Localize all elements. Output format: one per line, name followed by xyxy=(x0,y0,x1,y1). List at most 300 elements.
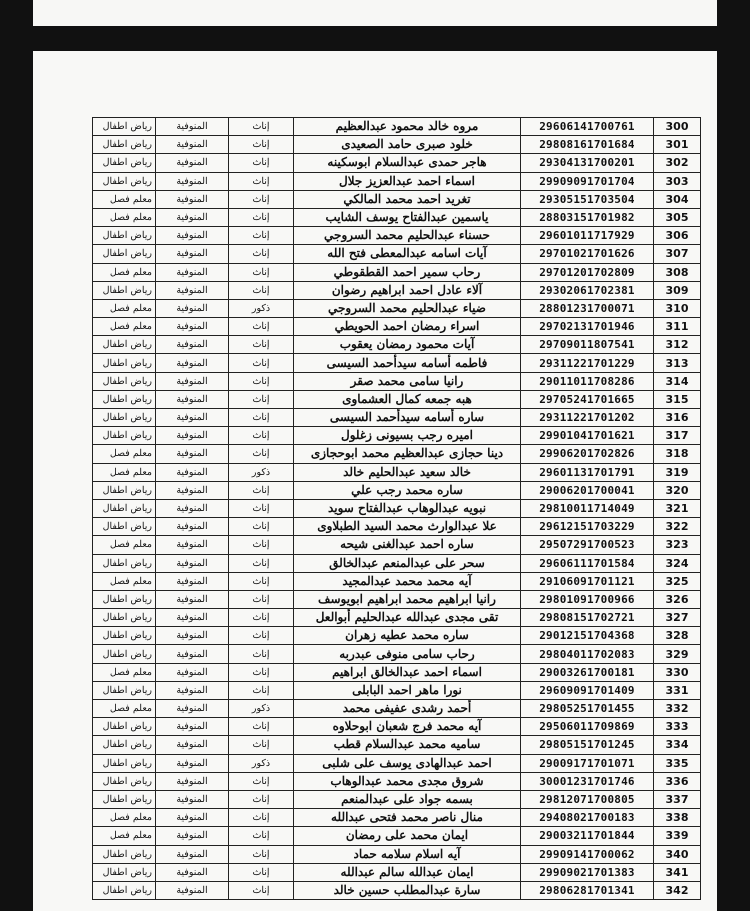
national-id-cell: 29701021701626 xyxy=(521,245,654,263)
full-name-cell: تغريد احمد محمد المالكي xyxy=(294,190,521,208)
national-id-cell: 29906201702826 xyxy=(521,445,654,463)
gender-cell: إناث xyxy=(229,609,294,627)
job-title-cell: رياض اطفال xyxy=(93,881,156,899)
gender-cell: إناث xyxy=(229,409,294,427)
row-number-cell: 309 xyxy=(654,281,701,299)
row-number-cell: 332 xyxy=(654,700,701,718)
gender-cell: إناث xyxy=(229,208,294,226)
gender-cell: إناث xyxy=(229,445,294,463)
national-id-cell: 29909021701383 xyxy=(521,863,654,881)
gender-cell: إناث xyxy=(229,809,294,827)
full-name-cell: نبويه عبدالوهاب عبدالفتاح سويد xyxy=(294,499,521,517)
governorate-cell: المنوفية xyxy=(156,463,229,481)
gender-cell: إناث xyxy=(229,845,294,863)
governorate-cell: المنوفية xyxy=(156,881,229,899)
job-title-cell: رياض اطفال xyxy=(93,754,156,772)
governorate-cell: المنوفية xyxy=(156,590,229,608)
national-id-cell: 30001231701746 xyxy=(521,772,654,790)
national-id-cell: 29612151703229 xyxy=(521,518,654,536)
governorate-cell: المنوفية xyxy=(156,827,229,845)
job-title-cell: معلم فصل xyxy=(93,463,156,481)
row-number-cell: 333 xyxy=(654,718,701,736)
gender-cell: إناث xyxy=(229,227,294,245)
gender-cell: إناث xyxy=(229,790,294,808)
table-row xyxy=(93,263,701,281)
national-id-cell: 29909091701704 xyxy=(521,172,654,190)
national-id-cell: 29801091700966 xyxy=(521,590,654,608)
national-id-cell: 29812071700805 xyxy=(521,790,654,808)
table-row xyxy=(93,136,701,154)
national-id-cell: 29106091701121 xyxy=(521,572,654,590)
table-row xyxy=(93,863,701,881)
full-name-cell: نورا ماهر احمد البابلى xyxy=(294,681,521,699)
gender-cell: إناث xyxy=(229,354,294,372)
table-row xyxy=(93,390,701,408)
governorate-cell: المنوفية xyxy=(156,445,229,463)
row-number-cell: 311 xyxy=(654,318,701,336)
row-number-cell: 335 xyxy=(654,754,701,772)
table-row xyxy=(93,499,701,517)
table-row xyxy=(93,481,701,499)
governorate-cell: المنوفية xyxy=(156,609,229,627)
row-number-cell: 314 xyxy=(654,372,701,390)
governorate-cell: المنوفية xyxy=(156,499,229,517)
national-id-cell: 29304131700201 xyxy=(521,154,654,172)
job-title-cell: رياض اطفال xyxy=(93,227,156,245)
gender-cell: إناث xyxy=(229,136,294,154)
full-name-cell: رانيا سامى محمد صقر xyxy=(294,372,521,390)
gender-cell: إناث xyxy=(229,372,294,390)
gender-cell: إناث xyxy=(229,336,294,354)
job-title-cell: رياض اطفال xyxy=(93,172,156,190)
table-row xyxy=(93,227,701,245)
governorate-cell: المنوفية xyxy=(156,536,229,554)
full-name-cell: اميره رجب بسيونى زغلول xyxy=(294,427,521,445)
full-name-cell: ساميه محمد عبدالسلام قطب xyxy=(294,736,521,754)
full-name-cell: تقى مجدى عبدالله عبدالحليم أبوالعل xyxy=(294,609,521,627)
governorate-cell: المنوفية xyxy=(156,318,229,336)
job-title-cell: رياض اطفال xyxy=(93,609,156,627)
governorate-cell: المنوفية xyxy=(156,754,229,772)
full-name-cell: حسناء عبدالحليم محمد السروجي xyxy=(294,227,521,245)
job-title-cell: معلم فصل xyxy=(93,536,156,554)
governorate-cell: المنوفية xyxy=(156,863,229,881)
job-title-cell: رياض اطفال xyxy=(93,336,156,354)
national-id-cell: 29506011709869 xyxy=(521,718,654,736)
row-number-cell: 304 xyxy=(654,190,701,208)
row-number-cell: 341 xyxy=(654,863,701,881)
table-row xyxy=(93,372,701,390)
national-id-cell: 29606111701584 xyxy=(521,554,654,572)
row-number-cell: 312 xyxy=(654,336,701,354)
governorate-cell: المنوفية xyxy=(156,772,229,790)
row-number-cell: 330 xyxy=(654,663,701,681)
governorate-cell: المنوفية xyxy=(156,845,229,863)
full-name-cell: أحمد رشدى عفيفى محمد xyxy=(294,700,521,718)
governorate-cell: المنوفية xyxy=(156,554,229,572)
row-number-cell: 316 xyxy=(654,409,701,427)
governorate-cell: المنوفية xyxy=(156,572,229,590)
governorate-cell: المنوفية xyxy=(156,681,229,699)
gender-cell: إناث xyxy=(229,518,294,536)
table-row xyxy=(93,681,701,699)
table-row xyxy=(93,409,701,427)
full-name-cell: ساره أسامه سيدأحمد السيسى xyxy=(294,409,521,427)
job-title-cell: رياض اطفال xyxy=(93,863,156,881)
national-id-cell: 29808151702721 xyxy=(521,609,654,627)
row-number-cell: 342 xyxy=(654,881,701,899)
job-title-cell: رياض اطفال xyxy=(93,845,156,863)
job-title-cell: رياض اطفال xyxy=(93,518,156,536)
national-id-cell: 29702131701946 xyxy=(521,318,654,336)
gender-cell: إناث xyxy=(229,118,294,136)
row-number-cell: 300 xyxy=(654,118,701,136)
row-number-cell: 328 xyxy=(654,627,701,645)
job-title-cell: رياض اطفال xyxy=(93,372,156,390)
row-number-cell: 310 xyxy=(654,299,701,317)
gender-cell: إناث xyxy=(229,718,294,736)
governorate-cell: المنوفية xyxy=(156,700,229,718)
full-name-cell: منال ناصر محمد فتحى عبدالله xyxy=(294,809,521,827)
national-id-cell: 29709011807541 xyxy=(521,336,654,354)
full-name-cell: ضياء عبدالحليم محمد السروجي xyxy=(294,299,521,317)
row-number-cell: 305 xyxy=(654,208,701,226)
row-number-cell: 329 xyxy=(654,645,701,663)
job-title-cell: رياض اطفال xyxy=(93,136,156,154)
full-name-cell: ساره احمد عبدالغنى شيحه xyxy=(294,536,521,554)
row-number-cell: 340 xyxy=(654,845,701,863)
gender-cell: ذكور xyxy=(229,299,294,317)
national-id-cell: 29701201702809 xyxy=(521,263,654,281)
national-id-cell: 29003261700181 xyxy=(521,663,654,681)
table-row xyxy=(93,154,701,172)
governorate-cell: المنوفية xyxy=(156,790,229,808)
governorate-cell: المنوفية xyxy=(156,518,229,536)
job-title-cell: معلم فصل xyxy=(93,572,156,590)
gender-cell: إناث xyxy=(229,499,294,517)
gender-cell: إناث xyxy=(229,190,294,208)
gender-cell: إناث xyxy=(229,663,294,681)
job-title-cell: رياض اطفال xyxy=(93,118,156,136)
national-id-cell: 29311221701229 xyxy=(521,354,654,372)
national-id-cell: 29009171701071 xyxy=(521,754,654,772)
job-title-cell: معلم فصل xyxy=(93,445,156,463)
table-row xyxy=(93,299,701,317)
full-name-cell: رحاب سامى منوفى عبدربه xyxy=(294,645,521,663)
governorate-cell: المنوفية xyxy=(156,390,229,408)
governorate-cell: المنوفية xyxy=(156,154,229,172)
gender-cell: إناث xyxy=(229,281,294,299)
full-name-cell: ساره محمد رجب علي xyxy=(294,481,521,499)
national-id-cell: 29408021700183 xyxy=(521,809,654,827)
table-row xyxy=(93,772,701,790)
national-id-cell: 29311221701202 xyxy=(521,409,654,427)
gender-cell: إناث xyxy=(229,863,294,881)
row-number-cell: 337 xyxy=(654,790,701,808)
job-title-cell: رياض اطفال xyxy=(93,790,156,808)
row-number-cell: 331 xyxy=(654,681,701,699)
gender-cell: إناث xyxy=(229,881,294,899)
table-row xyxy=(93,718,701,736)
gender-cell: إناث xyxy=(229,536,294,554)
job-title-cell: رياض اطفال xyxy=(93,590,156,608)
full-name-cell: آيه محمد محمد عبدالمجيد xyxy=(294,572,521,590)
national-id-cell: 29507291700523 xyxy=(521,536,654,554)
full-name-cell: آيه اسلام سلامه حماد xyxy=(294,845,521,863)
row-number-cell: 339 xyxy=(654,827,701,845)
full-name-cell: هبه جمعه كمال العشماوى xyxy=(294,390,521,408)
national-id-cell: 29901041701621 xyxy=(521,427,654,445)
row-number-cell: 326 xyxy=(654,590,701,608)
job-title-cell: رياض اطفال xyxy=(93,645,156,663)
gender-cell: إناث xyxy=(229,681,294,699)
row-number-cell: 302 xyxy=(654,154,701,172)
full-name-cell: رحاب سمير احمد القطقوطي xyxy=(294,263,521,281)
national-id-cell: 29805151701245 xyxy=(521,736,654,754)
job-title-cell: رياض اطفال xyxy=(93,718,156,736)
job-title-cell: معلم فصل xyxy=(93,827,156,845)
national-id-cell: 29606141700761 xyxy=(521,118,654,136)
full-name-cell: ايمان عبدالله سالم عبدالله xyxy=(294,863,521,881)
candidates-table xyxy=(92,117,701,900)
gender-cell: ذكور xyxy=(229,700,294,718)
governorate-cell: المنوفية xyxy=(156,736,229,754)
table-row xyxy=(93,118,701,136)
row-number-cell: 334 xyxy=(654,736,701,754)
national-id-cell: 29011011708286 xyxy=(521,372,654,390)
national-id-cell: 29601131701791 xyxy=(521,463,654,481)
national-id-cell: 29012151704368 xyxy=(521,627,654,645)
gender-cell: إناث xyxy=(229,172,294,190)
gender-cell: إناث xyxy=(229,427,294,445)
national-id-cell: 29804011702083 xyxy=(521,645,654,663)
gender-cell: إناث xyxy=(229,245,294,263)
row-number-cell: 325 xyxy=(654,572,701,590)
national-id-cell: 29705241701665 xyxy=(521,390,654,408)
national-id-cell: 29305151703504 xyxy=(521,190,654,208)
full-name-cell: خالد سعيد عبدالحليم خالد xyxy=(294,463,521,481)
table-row xyxy=(93,663,701,681)
governorate-cell: المنوفية xyxy=(156,627,229,645)
full-name-cell: خلود صبرى حامد الصعيدى xyxy=(294,136,521,154)
gender-cell: إناث xyxy=(229,590,294,608)
row-number-cell: 323 xyxy=(654,536,701,554)
row-number-cell: 336 xyxy=(654,772,701,790)
national-id-cell: 29805251701455 xyxy=(521,700,654,718)
full-name-cell: ياسمين عبدالفتاح يوسف الشايب xyxy=(294,208,521,226)
gender-cell: إناث xyxy=(229,554,294,572)
row-number-cell: 306 xyxy=(654,227,701,245)
governorate-cell: المنوفية xyxy=(156,208,229,226)
table-row xyxy=(93,754,701,772)
national-id-cell: 29806281701341 xyxy=(521,881,654,899)
table-row xyxy=(93,245,701,263)
governorate-cell: المنوفية xyxy=(156,645,229,663)
governorate-cell: المنوفية xyxy=(156,663,229,681)
gender-cell: إناث xyxy=(229,772,294,790)
full-name-cell: آيه محمد فرج شعبان ابوحلاوه xyxy=(294,718,521,736)
governorate-cell: المنوفية xyxy=(156,409,229,427)
table-row xyxy=(93,627,701,645)
national-id-cell: 29810011714049 xyxy=(521,499,654,517)
full-name-cell: سارة عبدالمطلب حسين خالد xyxy=(294,881,521,899)
full-name-cell: فاطمه أسامه سيدأحمد السيسى xyxy=(294,354,521,372)
national-id-cell: 28801231700071 xyxy=(521,299,654,317)
gender-cell: إناث xyxy=(229,263,294,281)
full-name-cell: ساره محمد عطيه زهران xyxy=(294,627,521,645)
table-row xyxy=(93,172,701,190)
job-title-cell: معلم فصل xyxy=(93,318,156,336)
table-row xyxy=(93,590,701,608)
job-title-cell: معلم فصل xyxy=(93,208,156,226)
full-name-cell: بسمه جواد على عبدالمنعم xyxy=(294,790,521,808)
full-name-cell: ايمان محمد على رمضان xyxy=(294,827,521,845)
row-number-cell: 338 xyxy=(654,809,701,827)
table-row xyxy=(93,536,701,554)
row-number-cell: 315 xyxy=(654,390,701,408)
table-row xyxy=(93,845,701,863)
gender-cell: ذكور xyxy=(229,463,294,481)
row-number-cell: 313 xyxy=(654,354,701,372)
governorate-cell: المنوفية xyxy=(156,354,229,372)
full-name-cell: احمد عبدالهادى يوسف على شلبى xyxy=(294,754,521,772)
table-row xyxy=(93,554,701,572)
governorate-cell: المنوفية xyxy=(156,809,229,827)
full-name-cell: هاجر حمدى عبدالسلام ابوسكينه xyxy=(294,154,521,172)
job-title-cell: رياض اطفال xyxy=(93,281,156,299)
job-title-cell: رياض اطفال xyxy=(93,772,156,790)
job-title-cell: رياض اطفال xyxy=(93,554,156,572)
table-row xyxy=(93,827,701,845)
full-name-cell: آيات اسامه عبدالمعطى فتح الله xyxy=(294,245,521,263)
national-id-cell: 29006201700041 xyxy=(521,481,654,499)
governorate-cell: المنوفية xyxy=(156,281,229,299)
governorate-cell: المنوفية xyxy=(156,245,229,263)
job-title-cell: رياض اطفال xyxy=(93,154,156,172)
full-name-cell: اسراء رمضان احمد الحويطي xyxy=(294,318,521,336)
row-number-cell: 320 xyxy=(654,481,701,499)
job-title-cell: معلم فصل xyxy=(93,700,156,718)
gender-cell: إناث xyxy=(229,736,294,754)
table-row xyxy=(93,463,701,481)
table-row xyxy=(93,318,701,336)
gender-cell: إناث xyxy=(229,318,294,336)
national-id-cell: 29909141700062 xyxy=(521,845,654,863)
row-number-cell: 322 xyxy=(654,518,701,536)
gender-cell: إناث xyxy=(229,827,294,845)
table-row xyxy=(93,881,701,899)
table-row xyxy=(93,572,701,590)
full-name-cell: دينا حجازى عبدالعظيم محمد ابوحجازى xyxy=(294,445,521,463)
job-title-cell: رياض اطفال xyxy=(93,736,156,754)
national-id-cell: 29808161701684 xyxy=(521,136,654,154)
national-id-cell: 29302061702381 xyxy=(521,281,654,299)
row-number-cell: 308 xyxy=(654,263,701,281)
job-title-cell: رياض اطفال xyxy=(93,499,156,517)
governorate-cell: المنوفية xyxy=(156,136,229,154)
gender-cell: إناث xyxy=(229,154,294,172)
table-row xyxy=(93,609,701,627)
table-row xyxy=(93,190,701,208)
governorate-cell: المنوفية xyxy=(156,263,229,281)
governorate-cell: المنوفية xyxy=(156,481,229,499)
full-name-cell: مروه خالد محمود عبدالعظيم xyxy=(294,118,521,136)
job-title-cell: رياض اطفال xyxy=(93,390,156,408)
full-name-cell: سحر على عبدالمنعم عبدالخالق xyxy=(294,554,521,572)
governorate-cell: المنوفية xyxy=(156,172,229,190)
national-id-cell: 29003211701844 xyxy=(521,827,654,845)
gender-cell: ذكور xyxy=(229,754,294,772)
job-title-cell: رياض اطفال xyxy=(93,427,156,445)
full-name-cell: آيات محمود رمضان يعقوب xyxy=(294,336,521,354)
row-number-cell: 303 xyxy=(654,172,701,190)
job-title-cell: رياض اطفال xyxy=(93,481,156,499)
gender-cell: إناث xyxy=(229,572,294,590)
table-row xyxy=(93,736,701,754)
gender-cell: إناث xyxy=(229,481,294,499)
gender-cell: إناث xyxy=(229,627,294,645)
previous-page-edge xyxy=(33,0,717,26)
row-number-cell: 327 xyxy=(654,609,701,627)
governorate-cell: المنوفية xyxy=(156,336,229,354)
governorate-cell: المنوفية xyxy=(156,372,229,390)
job-title-cell: رياض اطفال xyxy=(93,245,156,263)
job-title-cell: معلم فصل xyxy=(93,663,156,681)
governorate-cell: المنوفية xyxy=(156,299,229,317)
job-title-cell: معلم فصل xyxy=(93,299,156,317)
job-title-cell: رياض اطفال xyxy=(93,681,156,699)
gender-cell: إناث xyxy=(229,645,294,663)
full-name-cell: علا عبدالوارث محمد السيد الطبلاوى xyxy=(294,518,521,536)
job-title-cell: معلم فصل xyxy=(93,263,156,281)
governorate-cell: المنوفية xyxy=(156,227,229,245)
table-row xyxy=(93,427,701,445)
table-row xyxy=(93,809,701,827)
row-number-cell: 301 xyxy=(654,136,701,154)
row-number-cell: 321 xyxy=(654,499,701,517)
national-id-cell: 29601011717929 xyxy=(521,227,654,245)
full-name-cell: اسماء احمد عبدالخالق ابراهيم xyxy=(294,663,521,681)
gender-cell: إناث xyxy=(229,390,294,408)
job-title-cell: معلم فصل xyxy=(93,190,156,208)
job-title-cell: رياض اطفال xyxy=(93,409,156,427)
full-name-cell: اسماء احمد عبدالعزيز جلال xyxy=(294,172,521,190)
governorate-cell: المنوفية xyxy=(156,118,229,136)
table-row xyxy=(93,700,701,718)
full-name-cell: آلاء عادل احمد ابراهيم رضوان xyxy=(294,281,521,299)
table-row xyxy=(93,354,701,372)
national-id-cell: 28803151701982 xyxy=(521,208,654,226)
job-title-cell: رياض اطفال xyxy=(93,354,156,372)
table-row xyxy=(93,336,701,354)
row-number-cell: 317 xyxy=(654,427,701,445)
row-number-cell: 319 xyxy=(654,463,701,481)
national-id-cell: 29609091701409 xyxy=(521,681,654,699)
job-title-cell: معلم فصل xyxy=(93,809,156,827)
table-row xyxy=(93,281,701,299)
row-number-cell: 324 xyxy=(654,554,701,572)
governorate-cell: المنوفية xyxy=(156,427,229,445)
table-row xyxy=(93,790,701,808)
table-row xyxy=(93,208,701,226)
governorate-cell: المنوفية xyxy=(156,190,229,208)
job-title-cell: رياض اطفال xyxy=(93,627,156,645)
row-number-cell: 307 xyxy=(654,245,701,263)
full-name-cell: رانيا ابراهيم محمد ابراهيم ابويوسف xyxy=(294,590,521,608)
table-row xyxy=(93,645,701,663)
table-row xyxy=(93,445,701,463)
row-number-cell: 318 xyxy=(654,445,701,463)
